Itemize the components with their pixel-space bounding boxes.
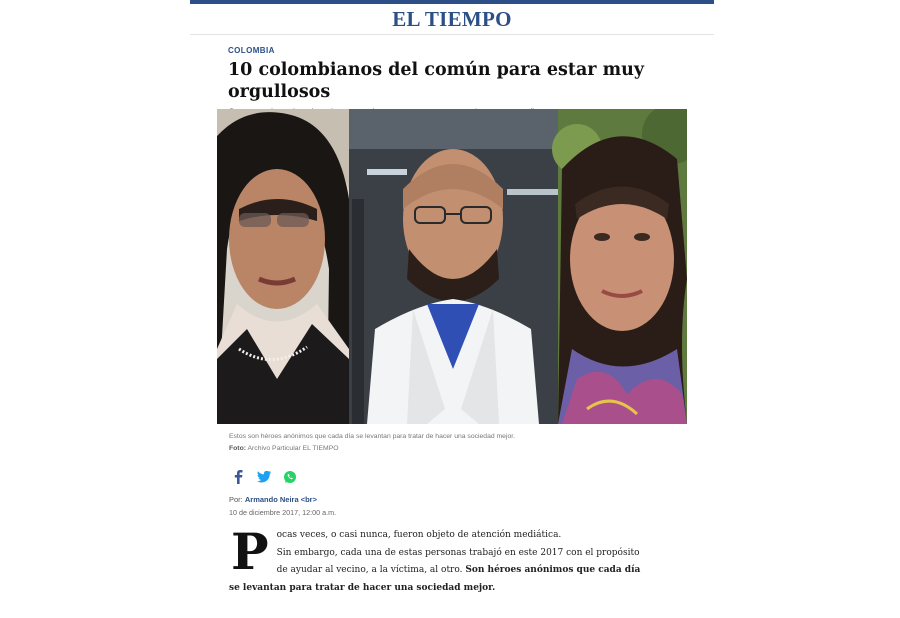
paragraph-1: ocas veces, o casi nunca, fueron objeto de atención mediática. xyxy=(276,530,562,540)
section-tag[interactable]: COLOMBIA xyxy=(228,46,275,55)
paragraph-2-highlight: Son héroes anónimos que cada día se levantan para tratar de hacer una sociedad mejor. xyxy=(229,565,641,593)
byline xyxy=(229,495,317,504)
article-body xyxy=(229,522,641,597)
byline-prefix: Por: xyxy=(229,495,243,504)
site-header xyxy=(190,4,714,35)
paragraph-2-text: Sin embargo, cada una de estas personas trabajó en este 2017 con el propósito de ayudar al vecino, a la víctima, al otro. xyxy=(276,547,640,575)
publish-date: 10 de diciembre 2017, 12:00 a.m. xyxy=(229,508,337,517)
author-link[interactable]: Armando Neira <br> xyxy=(244,495,317,504)
article-photo xyxy=(217,109,687,424)
photo-caption: Estos son héroes anónimos que cada día se levantan para tratar de hacer una sociedad mejor. xyxy=(229,433,516,440)
paragraph-2 xyxy=(229,545,641,598)
el-tiempo-logo[interactable]: EL TIEMPO xyxy=(392,6,512,31)
share-bar xyxy=(230,469,298,485)
photo-credit xyxy=(229,445,339,452)
drop-cap: P xyxy=(231,522,269,581)
credit-label: Foto: xyxy=(229,445,246,452)
facebook-icon[interactable] xyxy=(230,469,246,485)
twitter-icon[interactable] xyxy=(256,469,272,485)
headline: 10 colombianos del común para estar muy orgullosos xyxy=(228,60,645,102)
credit-value: Archivo Particular EL TIEMPO xyxy=(245,445,339,452)
article-header xyxy=(228,46,688,117)
whatsapp-icon[interactable] xyxy=(282,469,298,485)
